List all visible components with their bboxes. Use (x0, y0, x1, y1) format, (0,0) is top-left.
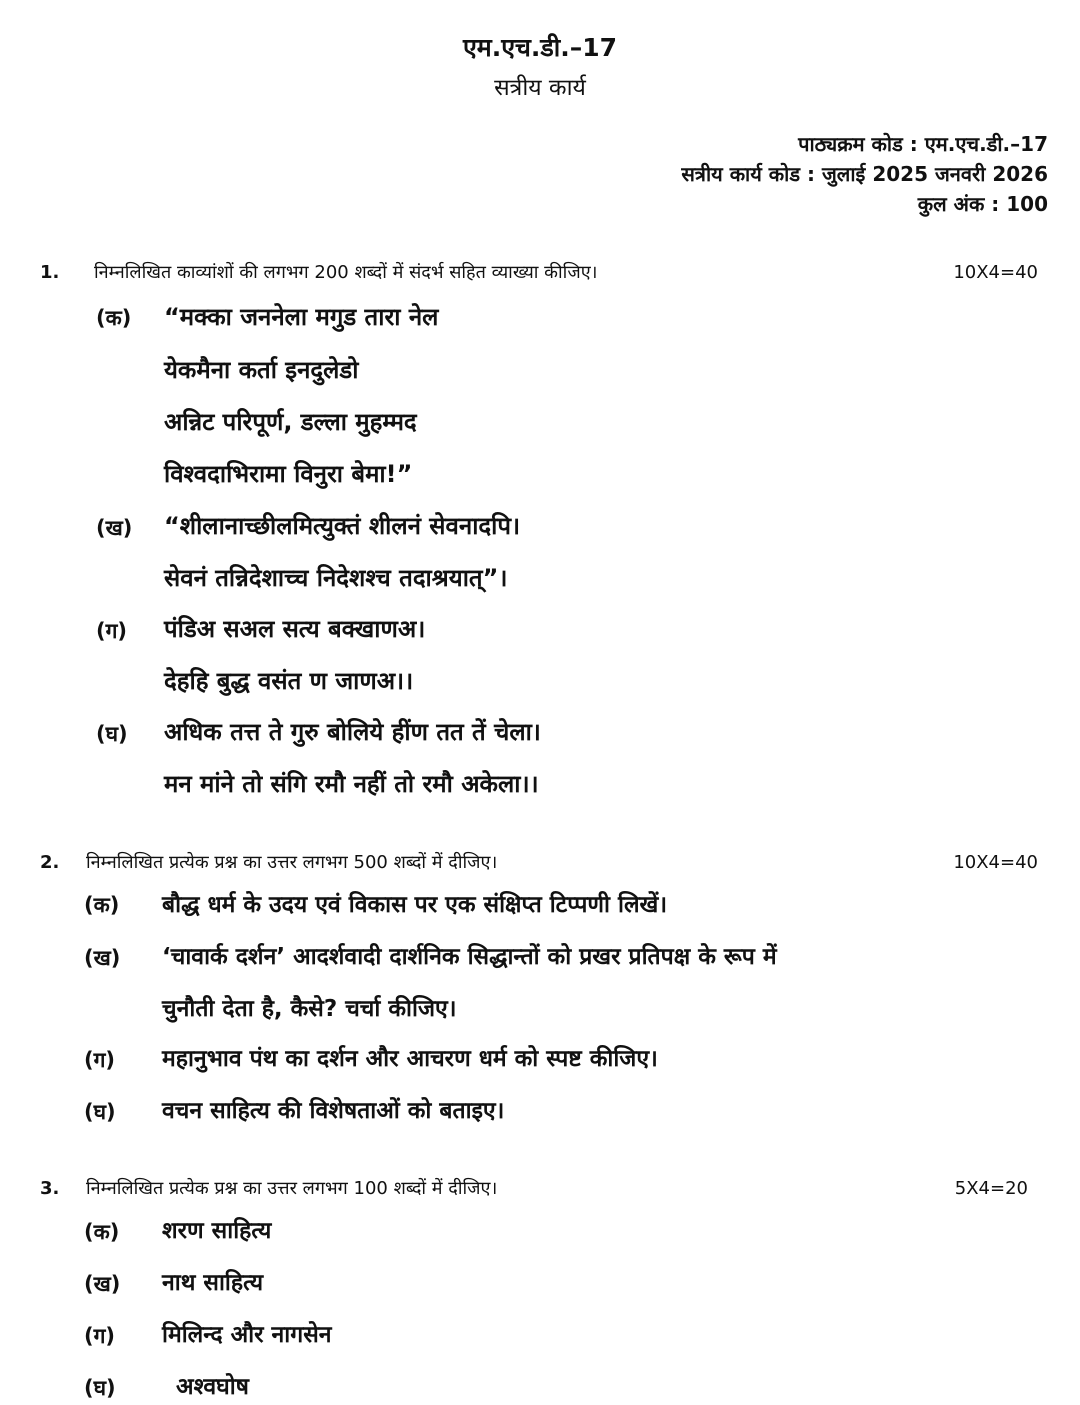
q3-part-kha-line-1: नाथ साहित्य (162, 1270, 264, 1296)
question-2-number: 2. (40, 852, 60, 873)
q3-part-gha-label: (घ) (84, 1376, 116, 1400)
q1-part-ka-line-1: “मक्का जननेला मगुड तारा नेल (164, 303, 439, 331)
question-2-marks: 10X4=40 (953, 852, 1038, 873)
q1-part-ka-line-4: विश्वदाभिरामा विनुरा बेमा!” (164, 460, 413, 488)
q1-part-ga-label: (ग) (96, 619, 128, 643)
q3-part-ka-label: (क) (84, 1220, 120, 1244)
q1-part-ga-line-2: देहहि बुद्ध वसंत ण जाणअ।। (164, 667, 414, 695)
question-1-marks: 10X4=40 (953, 262, 1038, 283)
question-3-text: निम्नलिखित प्रत्येक प्रश्न का उत्तर लगभग 100 शब्दों में दीजिए। (86, 1178, 498, 1199)
q1-part-kha-line-1: “शीलानाच्छीलमित्युक्तं शीलनं सेवनादपि। (164, 512, 521, 540)
q3-part-ga-line-1: मिलिन्द और नागसेन (162, 1322, 332, 1348)
q2-part-gha-label: (घ) (84, 1100, 116, 1124)
q2-part-kha-line-1: ‘चावार्क दर्शन’ आदर्शवादी दार्शनिक सिद्धान्तों को प्रखर प्रतिपक्ष के रूप में (162, 944, 777, 970)
q2-part-gha-line-1: वचन साहित्य की विशेषताओं को बताइए। (162, 1098, 505, 1124)
question-1-number: 1. (40, 262, 60, 283)
q2-part-kha-line-2: चुनौती देता है, कैसे? चर्चा कीजिए। (162, 996, 457, 1022)
assignment-code: सत्रीय कार्य कोड : जुलाई 2025 जनवरी 2026 (681, 162, 1048, 186)
q1-part-gha-label: (घ) (96, 722, 128, 746)
q2-part-ga-line-1: महानुभाव पंथ का दर्शन और आचरण धर्म को स्पष्ट कीजिए। (162, 1046, 658, 1072)
q1-part-gha-line-2: मन मांने तो संगि रमौ नहीं तो रमौ अकेला।। (164, 770, 539, 798)
q1-part-ka-line-3: अन्निट परिपूर्ण, डल्ला मुहम्मद (164, 408, 417, 436)
q1-part-gha-line-1: अधिक तत्त ते गुरु बोलिये हींण तत तें चेला। (164, 718, 541, 746)
document-title: एम.एच.डी.–17 (462, 33, 618, 62)
q3-part-kha-label: (ख) (84, 1272, 121, 1296)
question-3-marks: 5X4=20 (954, 1178, 1028, 1199)
q3-part-gha-line-1: अश्वघोष (176, 1374, 249, 1400)
q1-part-kha-label: (ख) (96, 516, 133, 540)
q3-part-ga-label: (ग) (84, 1324, 116, 1348)
q1-part-ka-label: (क) (96, 306, 132, 330)
q2-part-ga-label: (ग) (84, 1048, 116, 1072)
q3-part-ka-line-1: शरण साहित्य (162, 1218, 272, 1244)
total-marks: कुल अंक : 100 (917, 192, 1048, 216)
document-subtitle: सत्रीय कार्य (494, 75, 586, 101)
question-3-number: 3. (40, 1178, 60, 1199)
q2-part-kha-label: (ख) (84, 946, 121, 970)
course-code: पाठ्यक्रम कोड : एम.एच.डी.–17 (798, 132, 1048, 156)
question-1-text: निम्नलिखित काव्यांशों की लगभग 200 शब्दों में संदर्भ सहित व्याख्या कीजिए। (94, 262, 598, 283)
q1-part-ga-line-1: पंडिअ सअल सत्य बक्खाणअ। (164, 615, 426, 643)
q1-part-kha-line-2: सेवनं तन्निदेशाच्च निदेशश्च तदाश्रयात्”। (164, 564, 508, 592)
q1-part-ka-line-2: येकमैना कर्ता इनदुलेडो (164, 356, 359, 384)
question-2-text: निम्नलिखित प्रत्येक प्रश्न का उत्तर लगभग 500 शब्दों में दीजिए। (86, 852, 498, 873)
q2-part-ka-line-1: बौद्ध धर्म के उदय एवं विकास पर एक संक्षिप्त टिप्पणी लिखें। (162, 892, 668, 918)
q2-part-ka-label: (क) (84, 893, 120, 917)
